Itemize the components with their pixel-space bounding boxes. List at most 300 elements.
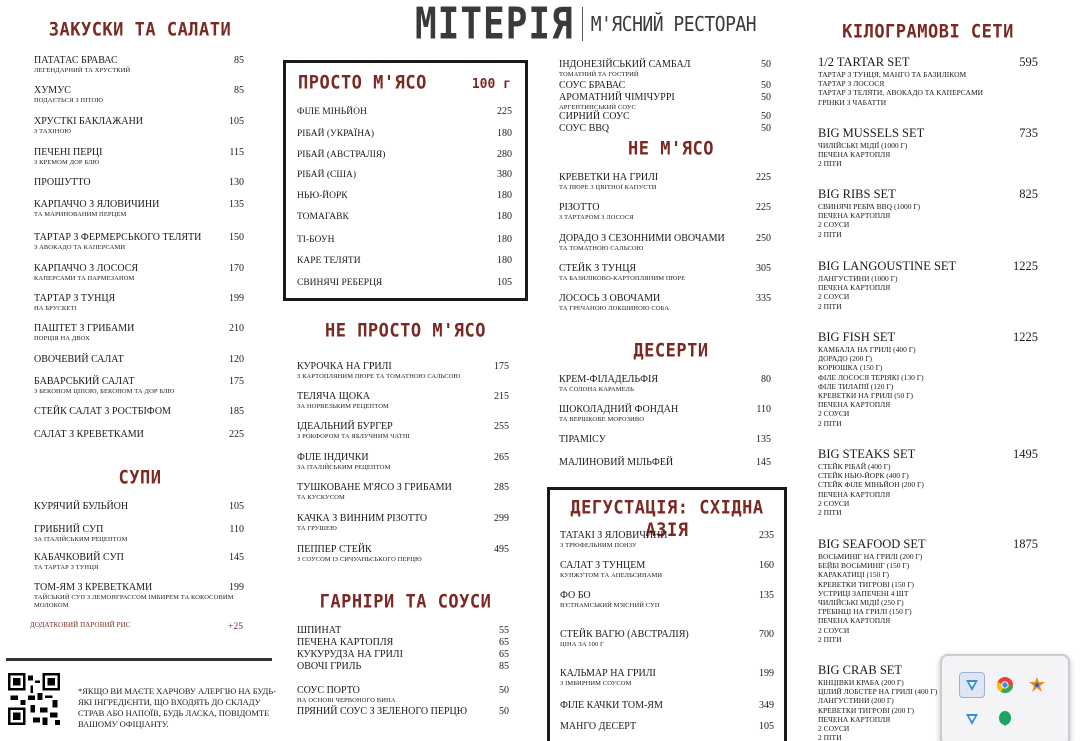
menu-item-description: З КАРТОПЛЯНИМ ПЮРЕ ТА ТОМАТНОЮ САЛЬСОЮ xyxy=(297,373,461,380)
menu-item xyxy=(560,560,774,580)
menu-item xyxy=(34,116,244,136)
set-component: ПЕЧЕНА КАРТОПЛЯ xyxy=(818,283,891,293)
menu-item xyxy=(559,202,771,222)
menu-item-price: 105 xyxy=(229,501,244,512)
menu-item xyxy=(297,277,512,289)
menu-item-name: МАНГО ДЕСЕРТ xyxy=(560,721,637,732)
menu-item xyxy=(297,544,509,564)
set-block xyxy=(818,537,1038,644)
box-just-meat xyxy=(283,60,528,301)
set-component: КРЕВЕТКИ ТИГРОВІ (200 Г) xyxy=(818,705,915,715)
menu-item xyxy=(297,106,512,118)
menu-item-name: КУКУРУДЗА НА ГРИЛІ xyxy=(297,649,403,660)
menu-item-price: 250 xyxy=(756,233,771,244)
set-price: 595 xyxy=(1019,55,1038,69)
menu-item-price: 185 xyxy=(229,406,244,417)
set-component: 2 СОУСИ xyxy=(818,498,850,508)
set-component: 2 ПІТИ xyxy=(818,418,842,428)
set-component: ТАРТАР З ТЕЛЯТИ, АВОКАДО ТА КАПЕРСАМИ xyxy=(818,88,984,98)
set-component: ГРІНКИ З ЧАБАТТИ xyxy=(818,97,887,107)
menu-item-name: БАВАРСЬКИЙ САЛАТ xyxy=(34,376,135,387)
menu-item-description: ТОМАТНИЙ ТА ГОСТРИЙ xyxy=(559,71,639,78)
set-component: СТЕЙК РІБАЙ (400 Г) xyxy=(818,462,891,471)
menu-item-price: 105 xyxy=(497,277,512,288)
menu-item xyxy=(297,482,509,502)
set-component: 2 ПІТИ xyxy=(818,634,842,644)
menu-item xyxy=(560,700,774,712)
menu-item-price: 285 xyxy=(494,482,509,493)
menu-item-name: ШОКОЛАДНИЙ ФОНДАН xyxy=(559,404,679,415)
menu-item-name: СОУС БРАВАС xyxy=(559,80,626,91)
restaurant-subtitle: М'ЯСНИЙ РЕСТОРАН xyxy=(590,11,757,37)
menu-item-name: НЬЮ-ЙОРК xyxy=(297,191,348,201)
set-name: BIG LANGOUSTINE SET xyxy=(818,259,957,273)
chrome-icon[interactable] xyxy=(992,672,1018,698)
menu-item-price: 110 xyxy=(229,524,244,535)
green-balloon-icon[interactable] xyxy=(992,706,1018,732)
set-component: КРЕВЕТКИ НА ГРИЛІ (50 Г) xyxy=(818,391,914,401)
menu-item xyxy=(559,293,771,313)
menu-item-price: 50 xyxy=(761,123,771,134)
set-component: ТАРТАР З ЛОСОСЯ xyxy=(818,79,885,89)
menu-item-price: 255 xyxy=(494,421,509,432)
menu-item-name: СОУС BBQ xyxy=(559,123,610,134)
menu-item xyxy=(297,149,512,161)
set-name: BIG STEAKS SET xyxy=(818,447,916,461)
set-name: 1/2 TARTAR SET xyxy=(818,55,910,69)
menu-item-name: ЛОСОСЬ З ОВОЧАМИ xyxy=(559,293,661,304)
menu-item-price: 85 xyxy=(234,55,244,66)
restaurant-logo: МІТЕРІЯ xyxy=(415,0,574,49)
menu-item-price: 225 xyxy=(756,172,771,183)
menu-item-description: З БЕКОНОМ ЦІПОЮ, БЕКОНОМ ТА ДОР БЛЮ xyxy=(34,388,175,395)
section-title-soups: СУПИ xyxy=(118,466,162,490)
menu-item-description: КУНЖУТОМ ТА АПЕЛЬСИНАМИ xyxy=(560,572,663,579)
set-price: 825 xyxy=(1019,187,1038,201)
menu-item xyxy=(34,582,244,610)
menu-item-name: КРЕМ-ФІЛАДЕЛЬФІЯ xyxy=(559,374,659,385)
set-name: BIG FISH SET xyxy=(818,330,896,344)
menu-item-price: 265 xyxy=(494,452,509,463)
set-component: ФІЛЕ ЛОСОСЯ ТЕРІЯКІ (130 Г) xyxy=(818,372,924,382)
menu-item-name: РІБАЙ (США) xyxy=(297,170,356,180)
set-component: ТАРТАР З ТУНЦЯ, МАНГО ТА БАЗИЛІКОМ xyxy=(818,70,967,79)
set-block xyxy=(818,126,1038,169)
menu-item-name: ПЕЧЕНА КАРТОПЛЯ xyxy=(297,637,394,648)
menu-item-price: 225 xyxy=(229,429,244,440)
menu-item xyxy=(559,111,771,123)
menu-item-price: 135 xyxy=(759,590,774,601)
menu-item-price: 280 xyxy=(497,149,512,160)
menu-item-price: 135 xyxy=(756,434,771,445)
set-component: ГРЕБІНЦІ НА ГРИЛІ (150 Г) xyxy=(818,607,912,617)
menu-item-name: САЛАТ З КРЕВЕТКАМИ xyxy=(34,429,144,440)
menu-item xyxy=(34,177,244,189)
menu-item-price: 175 xyxy=(494,361,509,372)
set-name: BIG MUSSELS SET xyxy=(818,126,925,140)
menu-item xyxy=(34,376,244,396)
menu-item-description: З СОУСОМ ІЗ СИЧУАНЬСЬКОГО ПЕРЦЮ xyxy=(297,556,422,563)
menu-item-description: ТА ГРЕЧАНОЮ ЛОКШИНОЮ СОБА xyxy=(559,305,670,312)
set-name: BIG RIBS SET xyxy=(818,187,896,201)
set-component: 2 ПІТИ xyxy=(818,733,842,741)
menu-item xyxy=(559,374,771,394)
menu-item-name: АРОМАТНИЙ ЧІМІЧУРРІ xyxy=(559,92,675,103)
menu-item-description: З КРЕМОМ ДОР БЛЮ xyxy=(34,159,100,166)
set-block xyxy=(818,187,1038,239)
menu-item-name: КАРПАЧЧО З ЯЛОВИЧИНИ xyxy=(34,199,160,210)
menu-item-price: 50 xyxy=(761,92,771,103)
menu-item-name: КУРЯЧИЙ БУЛЬЙОН xyxy=(34,501,129,512)
menu-item-price: 120 xyxy=(229,354,244,365)
menu-item-price: 225 xyxy=(497,106,512,117)
set-component: 2 СОУСИ xyxy=(818,220,850,230)
menu-item-description: З АВОКАДО ТА КАПЕРСАМИ xyxy=(34,244,126,251)
menu-item-name: СТЕЙК ВАГЮ (АВСТРАЛІЯ) xyxy=(560,629,689,640)
menu-item-description: ЦІНА ЗА 100 Г xyxy=(560,641,604,648)
set-component: СТЕЙК ФІЛЕ МІНЬЙОН (200 Г) xyxy=(818,480,924,490)
menu-item xyxy=(297,391,509,411)
set-component: КОРЮШКА (150 Г) xyxy=(818,363,883,373)
menu-item-price: 50 xyxy=(499,706,509,717)
set-component: 2 ПІТИ xyxy=(818,229,842,239)
menu-item-name: ФІЛЕ МІНЬЙОН xyxy=(297,107,367,117)
extra-rice-price: +25 xyxy=(228,622,243,632)
menu-item-name: СВИНЯЧІ РЕБЕРЦЯ xyxy=(297,278,383,288)
orange-app-icon[interactable] xyxy=(1024,672,1050,698)
menu-item-description: ТА ВЕРШКОВЕ МОРОЗИВО xyxy=(559,416,645,423)
menu-item xyxy=(34,85,244,105)
menu-item-price: 199 xyxy=(229,293,244,304)
menu-item-price: 235 xyxy=(759,530,774,541)
menu-item xyxy=(297,169,512,181)
set-price: 735 xyxy=(1019,126,1038,140)
menu-item xyxy=(297,211,512,223)
menu-item-price: 700 xyxy=(759,629,774,640)
set-component: ЛАНГУСТИНИ (1000 Г) xyxy=(818,274,898,283)
menu-item-name: РІБАЙ (АВСТРАЛІЯ) xyxy=(297,150,386,160)
menu-item xyxy=(34,524,244,544)
set-component: ПЕЧЕНА КАРТОПЛЯ xyxy=(818,714,891,724)
set-component: ДОРАДО (200 Г) xyxy=(818,354,873,364)
menu-item-name: ТОМ-ЯМ З КРЕВЕТКАМИ xyxy=(34,582,153,593)
menu-item-price: 199 xyxy=(229,582,244,593)
set-component: 2 ПІТИ xyxy=(818,508,842,518)
menu-item-name: ГРИБНИЙ СУП xyxy=(34,524,104,535)
menu-item-name: СИРНИЙ СОУС xyxy=(559,111,630,122)
menu-item xyxy=(560,530,774,550)
set-component: ПЕЧЕНА КАРТОПЛЯ xyxy=(818,211,891,221)
header-divider xyxy=(582,7,583,41)
section-title-just-meat: ПРОСТО М'ЯСО xyxy=(298,71,427,95)
set-component: ЦІЛИЙ ЛОБСТЕР НА ГРИЛІ (400 Г) xyxy=(818,687,938,697)
menu-item-description: ТА СОЛОНА КАРАМЕЛЬ xyxy=(559,386,634,393)
menu-item-name: СТЕЙК САЛАТ З РОСТБІФОМ xyxy=(34,406,171,417)
menu-item-description: ТАЙСЬКИЙ СУП З ЛЕМОНГРАССОМ ІМБИРЕМ ТА КОКОСОВИМ МОЛОКОМ xyxy=(34,594,234,609)
menu-item-name: ДОРАДО З СЕЗОННИМИ ОВОЧАМИ xyxy=(559,233,725,244)
menu-item-description: З ТАРТАРОМ З ЛОСОСЯ xyxy=(559,214,634,221)
menu-item-name: КАЛЬМАР НА ГРИЛІ xyxy=(560,668,656,679)
set-component: ЧИЛІЙСЬКІ МІДІЇ (1000 Г) xyxy=(818,141,908,150)
section-title-tasting: ДЕГУСТАЦІЯ: СХІДНА АЗІЯ xyxy=(570,496,764,542)
extra-rice-name: ДОДАТКОВИЙ ПАРОВИЙ РИС xyxy=(30,621,131,629)
menu-item-description: ЗА ІТАЛІЙСЬКИМ РЕЦЕПТОМ xyxy=(297,464,391,471)
menu-item-name: ТУШКОВАНЕ М'ЯСО З ГРИБАМИ xyxy=(297,482,452,493)
menu-item xyxy=(559,434,771,446)
menu-item-price: 495 xyxy=(494,544,509,555)
menu-item xyxy=(297,452,509,472)
menu-item xyxy=(559,123,771,135)
menu-item xyxy=(297,637,509,649)
menu-item-description: ПОДАЄТЬСЯ З ПІТОЮ xyxy=(34,97,104,104)
menu-item-name: ХУМУС xyxy=(34,85,71,96)
menu-item xyxy=(559,172,771,192)
set-block xyxy=(818,55,1038,107)
menu-item-price: 130 xyxy=(229,177,244,188)
set-component: ЧИЛІЙСЬКІ МІДІЇ (250 Г) xyxy=(818,598,904,608)
menu-item-price: 110 xyxy=(756,404,771,415)
set-component: 2 СОУСИ xyxy=(818,292,850,302)
menu-item-name: КРЕВЕТКИ НА ГРИЛІ xyxy=(559,172,659,183)
menu-item-price: 105 xyxy=(229,116,244,127)
set-block xyxy=(818,259,1038,311)
menu-item-price: 80 xyxy=(761,374,771,385)
menu-item-name: САЛАТ З ТУНЦЕМ xyxy=(560,560,646,571)
menu-item-description: ТА МАРИНОВАНИМ ПЕРЦЕМ xyxy=(34,211,127,218)
menu-item xyxy=(297,685,509,705)
menu-item-price: 349 xyxy=(759,700,774,711)
menu-item-name: ПРЯНИЙ СОУС З ЗЕЛЕНОГО ПЕРЦЮ xyxy=(297,706,468,717)
set-component: СТЕЙК НЬЮ-ЙОРК (400 Г) xyxy=(818,471,909,481)
menu-item xyxy=(559,233,771,253)
menu-item xyxy=(559,59,771,79)
menu-item xyxy=(297,661,509,673)
menu-item-name: ОВОЧІ ГРИЛЬ xyxy=(297,661,362,672)
menu-item-description: ТА ТАРТАР З ТУНЦЯ xyxy=(34,564,99,571)
section-title-sides: ГАРНІРИ ТА СОУСИ xyxy=(319,590,492,614)
menu-item xyxy=(559,404,771,424)
menu-item-name: МАЛИНОВИЙ МІЛЬФЕЙ xyxy=(559,457,674,468)
menu-item-description: КАПЕРСАМИ ТА ПАРМЕЗАНОМ xyxy=(34,275,135,282)
menu-item xyxy=(297,421,509,441)
set-component: СВИНЯЧІ РЕБРА BBQ (1000 Г) xyxy=(818,202,921,211)
menu-item-price: 145 xyxy=(756,457,771,468)
menu-item-name: ТАРТАР З ФЕРМЕРСЬКОГО ТЕЛЯТИ xyxy=(34,232,202,243)
menu-item-name: ТЕЛЯЧА ЩОКА xyxy=(297,391,370,402)
menu-item xyxy=(34,323,244,343)
menu-item xyxy=(559,263,771,283)
app-icon-2[interactable] xyxy=(959,706,985,732)
menu-item xyxy=(559,457,771,469)
menu-item-name: РІЗОТТО xyxy=(559,202,600,213)
footer-divider xyxy=(6,658,272,661)
menu-item-price: 105 xyxy=(759,721,774,732)
set-price: 1495 xyxy=(1013,447,1038,461)
menu-item xyxy=(34,429,244,441)
set-component: ПЕЧЕНА КАРТОПЛЯ xyxy=(818,150,891,160)
menu-item-description: ТА КУСКУСОМ xyxy=(297,494,345,501)
menu-item-price: 180 xyxy=(497,234,512,245)
menu-item-description: ЛЕГЕНДАРНИЙ ТА ХРУСТКИЙ xyxy=(34,67,131,74)
menu-item-description: В'ЄТНАМСЬКИЙ М'ЯСНИЙ СУП xyxy=(560,602,660,609)
menu-item-description: З РОКФОРОМ ТА ЯБЛУЧНИМ ЧАТНІ xyxy=(297,433,410,440)
menu-item-name: ХРУСТКІ БАКЛАЖАНИ xyxy=(34,116,144,127)
menu-item-price: 85 xyxy=(499,661,509,672)
set-component: КАРАКАТИЦІ (150 Г) xyxy=(818,570,890,580)
menu-item-price: 160 xyxy=(759,560,774,571)
set-component: 2 ПІТИ xyxy=(818,159,842,169)
menu-item xyxy=(34,55,244,75)
app-icon-1[interactable] xyxy=(959,672,985,698)
menu-item-name: ФІЛЕ КАЧКИ ТОМ-ЯМ xyxy=(560,700,663,711)
system-tray-overflow xyxy=(940,654,1070,741)
menu-item-description: З ТАХІНОЮ xyxy=(34,128,72,135)
menu-item-price: 150 xyxy=(229,232,244,243)
menu-item-name: ТОМАГАВК xyxy=(297,212,349,222)
menu-item xyxy=(34,406,244,418)
menu-item-price: 335 xyxy=(756,293,771,304)
qr-code[interactable] xyxy=(8,673,60,725)
menu-item-name: ІДЕАЛЬНИЙ БУРГЕР xyxy=(297,421,393,432)
menu-item-price: 115 xyxy=(229,147,244,158)
menu-item-description: З ТРЮФЕЛЬНИМ ПОНЗУ xyxy=(560,542,637,549)
menu-item-price: 380 xyxy=(497,169,512,180)
menu-item-description: АРГЕНТИНСЬКИЙ СОУС xyxy=(559,104,636,111)
menu-item xyxy=(559,80,771,92)
section-title-sets: КІЛОГРАМОВІ СЕТИ xyxy=(842,20,1014,44)
menu-item-name: КУРОЧКА НА ГРИЛІ xyxy=(297,361,392,372)
set-component: ПЕЧЕНА КАРТОПЛЯ xyxy=(818,616,891,626)
set-name: BIG CRAB SET xyxy=(818,663,903,677)
menu-item xyxy=(297,190,512,202)
menu-item xyxy=(560,629,774,649)
menu-item-name: ТАТАКІ З ЯЛОВИЧИНИ xyxy=(560,530,668,541)
menu-item-name: ПАШТЕТ З ГРИБАМИ xyxy=(34,323,135,334)
menu-item xyxy=(297,361,509,381)
restaurant-header xyxy=(415,0,757,49)
menu-item-name: ТІ-БОУН xyxy=(297,235,335,245)
set-component: УСТРИЦІ ЗАПЕЧЕНІ 4 ШТ xyxy=(818,588,909,598)
menu-item-description: ЗА ІТАЛІЙСЬКИМ РЕЦЕПТОМ xyxy=(34,536,128,543)
menu-item-price: 50 xyxy=(761,80,771,91)
menu-item-description: ТА ГРУШЕЮ xyxy=(297,525,337,532)
menu-item-price: 50 xyxy=(761,111,771,122)
set-component: ЛАНГУСТИНИ (200 Г) xyxy=(818,696,894,706)
menu-item xyxy=(297,255,512,267)
set-component: ФІЛЕ ТИЛАПІЇ (120 Г) xyxy=(818,381,894,391)
menu-item-name: ФО БО xyxy=(560,590,591,601)
menu-item-name: ПРОШУТТО xyxy=(34,177,91,188)
menu-item-name: ШПИНАТ xyxy=(297,625,342,636)
menu-item xyxy=(34,147,244,167)
set-component: 2 СОУСИ xyxy=(818,625,850,635)
set-component: КІНЦІВКИ КРАБА (200 Г) xyxy=(818,678,904,687)
menu-item xyxy=(297,128,512,140)
menu-item-description: НА ОСНОВІ ЧЕРВОНОГО ВИНА xyxy=(297,697,396,704)
menu-item xyxy=(34,501,244,513)
menu-item xyxy=(297,513,509,533)
set-component: ВОСЬМИНІГ НА ГРИЛІ (200 Г) xyxy=(818,552,923,561)
section-title-appetizers: ЗАКУСКИ ТА САЛАТИ xyxy=(48,18,232,42)
section-title-desserts: ДЕСЕРТИ xyxy=(633,339,709,363)
menu-item-price: 65 xyxy=(499,637,509,648)
menu-item-name: СТЕЙК З ТУНЦЯ xyxy=(559,263,637,274)
menu-item-name: РІБАЙ (УКРАЇНА) xyxy=(297,129,375,139)
menu-item xyxy=(560,721,774,733)
menu-item-price: 180 xyxy=(497,255,512,266)
menu-item xyxy=(34,552,244,572)
menu-item-price: 85 xyxy=(234,85,244,96)
menu-item-price: 199 xyxy=(759,668,774,679)
set-price: 1875 xyxy=(1013,537,1038,551)
menu-item-description: ТА ТОМАТНОЮ САЛЬСОЮ xyxy=(559,245,644,252)
menu-item-price: 50 xyxy=(499,685,509,696)
section-title-not-meat: НЕ М'ЯСО xyxy=(628,137,714,161)
menu-item-description: ПОРЦІЯ НА ДВОХ xyxy=(34,335,90,342)
menu-item-name: ТАРТАР З ТУНЦЯ xyxy=(34,293,116,304)
menu-item-price: 180 xyxy=(497,128,512,139)
set-component: 2 ПІТИ xyxy=(818,301,842,311)
extra-rice-item xyxy=(30,621,243,632)
menu-item-name: СОУС ПОРТО xyxy=(297,685,360,696)
set-component: БЕЙБІ ВОСЬМИНІГ (150 Г) xyxy=(818,561,910,571)
menu-item-price: 50 xyxy=(761,59,771,70)
menu-item xyxy=(560,668,774,688)
menu-item xyxy=(34,232,244,252)
menu-item xyxy=(297,649,509,661)
menu-item xyxy=(34,263,244,283)
set-price: 1225 xyxy=(1013,259,1038,273)
set-component: ПЕЧЕНА КАРТОПЛЯ xyxy=(818,400,891,410)
menu-item-price: 170 xyxy=(229,263,244,274)
menu-item-description: НА БРУСКЕТІ xyxy=(34,305,77,312)
menu-item-description: ТА ПЮРЕ З ЦВІТНОЇ КАПУСТИ xyxy=(559,184,657,191)
set-component: КАМБАЛА НА ГРИЛІ (400 Г) xyxy=(818,345,916,354)
menu-item-price: 299 xyxy=(494,513,509,524)
menu-item-price: 145 xyxy=(229,552,244,563)
menu-item-price: 180 xyxy=(497,190,512,201)
menu-item xyxy=(297,625,509,637)
menu-item xyxy=(560,590,774,610)
menu-item xyxy=(34,199,244,219)
set-component: ПЕЧЕНА КАРТОПЛЯ xyxy=(818,489,891,499)
menu-item-name: КАРЕ ТЕЛЯТИ xyxy=(297,256,361,266)
set-component: КРЕВЕТКИ ТИГРОВІ (150 Г) xyxy=(818,579,915,589)
menu-item-description: ЗА НОРВЕЗЬКИМ РЕЦЕПТОМ xyxy=(297,403,389,410)
set-block xyxy=(818,447,1038,517)
unit-label: 100 г xyxy=(471,77,511,92)
menu-item-price: 180 xyxy=(497,211,512,222)
box-tasting-asia xyxy=(547,487,787,741)
menu-item-price: 65 xyxy=(499,649,509,660)
menu-item-price: 305 xyxy=(756,263,771,274)
set-name: BIG SEAFOOD SET xyxy=(818,537,926,551)
menu-item-price: 135 xyxy=(229,199,244,210)
allergy-note: *ЯКЩО ВИ МАЄТЕ ХАРЧОВУ АЛЕРГІЮ НА БУДЬ-ЯКІ ІНГРЕДІЄНТИ, ЩО ВХОДЯТЬ ДО СКЛАДУ СТРАВ АБО НАПОЇВ, БУДЬ ЛАСКА, ПОВІДОМТЕ ВАШОМУ ОФІЦІАНТУ. xyxy=(78,686,277,729)
menu-item-name: КАРПАЧЧО З ЛОСОСЯ xyxy=(34,263,139,274)
menu-item-name: ІНДОНЕЗІЙСЬКИЙ САМБАЛ xyxy=(559,59,691,70)
menu-item xyxy=(297,234,512,246)
menu-item xyxy=(559,92,771,112)
set-component: 2 СОУСИ xyxy=(818,409,850,419)
menu-item xyxy=(34,354,244,366)
menu-item-price: 55 xyxy=(499,625,509,636)
set-price: 1225 xyxy=(1013,330,1038,344)
menu-item-description: ТА БАЗИЛІКОВО-КАРТОПЛЯНИМ ПЮРЕ xyxy=(559,275,686,282)
menu-item-name: ПАТАТАС БРАВАС xyxy=(34,55,118,66)
menu-item-name: ОВОЧЕВИЙ САЛАТ xyxy=(34,354,124,365)
menu-item-price: 215 xyxy=(494,391,509,402)
